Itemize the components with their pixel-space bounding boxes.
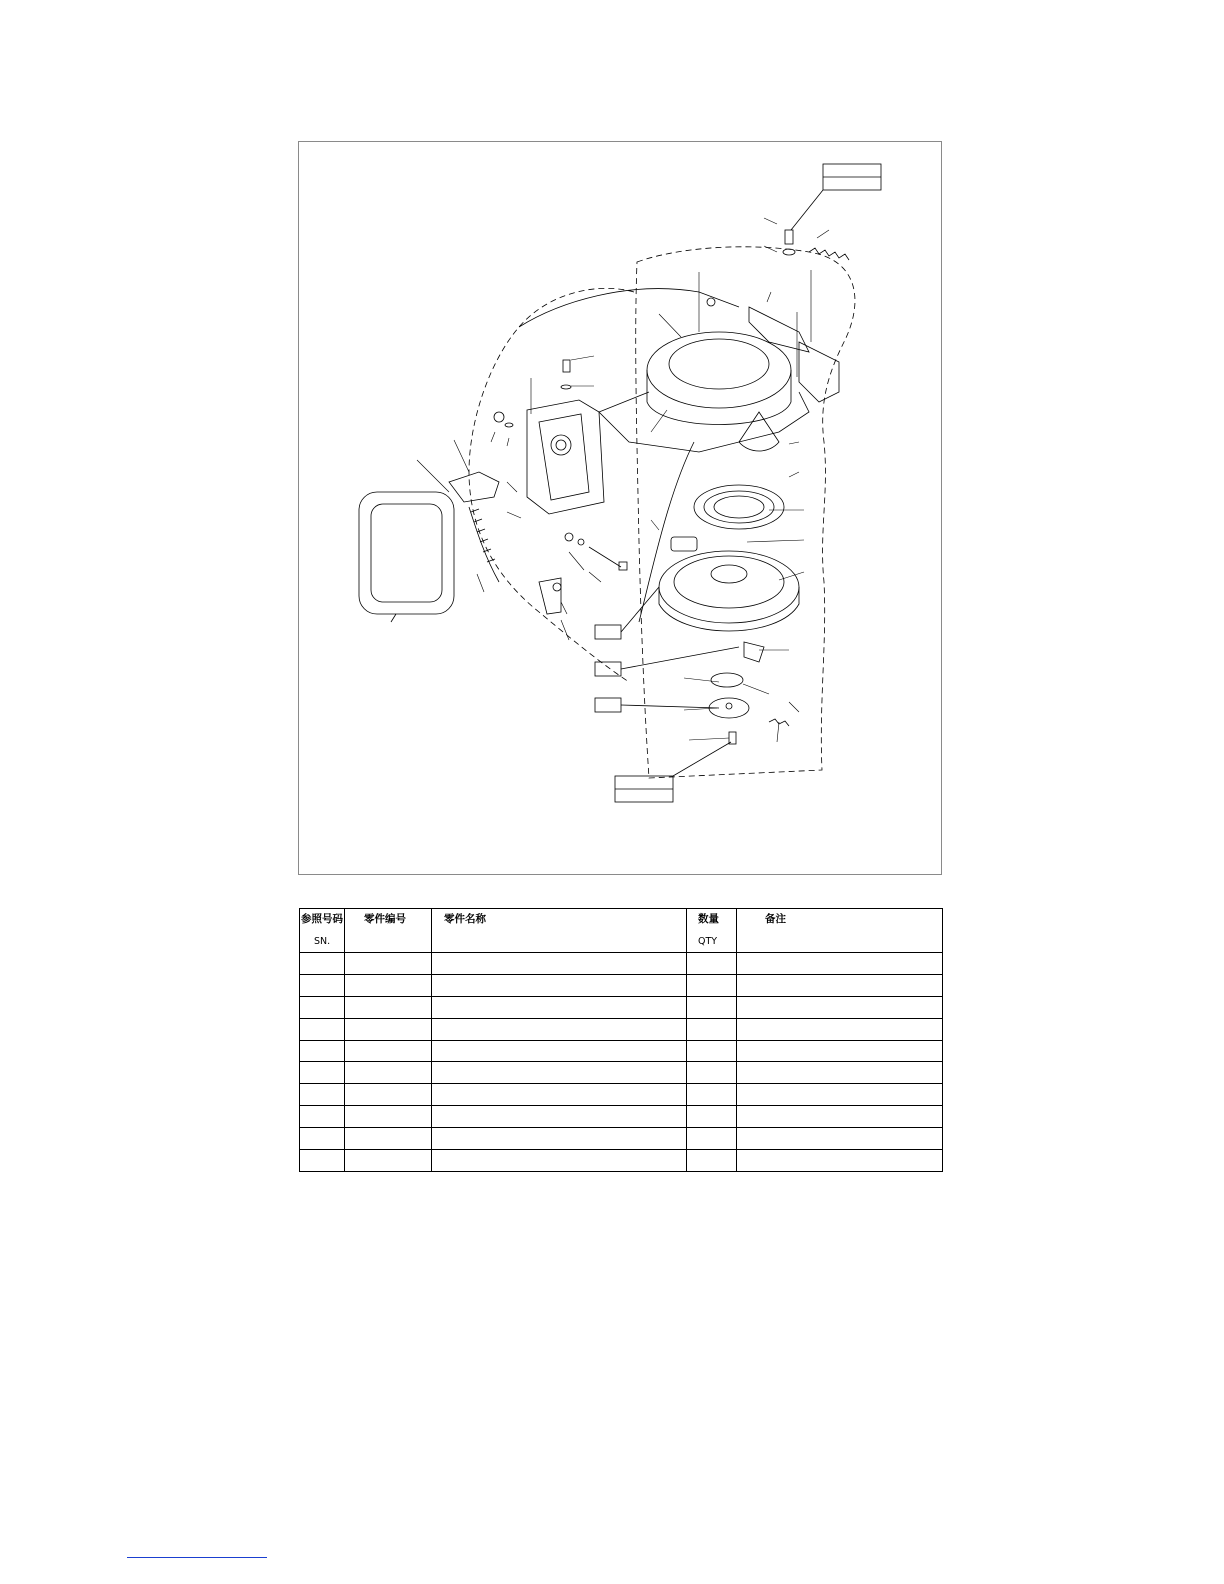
cell-sn [300, 1150, 345, 1172]
choke-fitting [449, 472, 499, 502]
cell-sn [300, 1062, 345, 1084]
cell-part-name [432, 996, 687, 1018]
cell-sn [300, 1018, 345, 1040]
header-part-no [345, 909, 432, 953]
cell-sn [300, 996, 345, 1018]
cell-sn [300, 1084, 345, 1106]
cell-remarks [737, 1018, 943, 1040]
starter-handle [671, 537, 697, 551]
cell-qty [687, 974, 737, 996]
long-bolt-head [619, 562, 627, 570]
air-filter-port [551, 435, 571, 455]
parts-table [299, 908, 943, 1172]
table-row [300, 1018, 943, 1040]
cell-part-no [345, 1150, 432, 1172]
cell-sn [300, 953, 345, 975]
cell-remarks [737, 1106, 943, 1128]
bolt-left [563, 360, 570, 372]
header-sn-cn: 参照号码 [301, 913, 343, 925]
cell-part-no [345, 1040, 432, 1062]
cell-part-no [345, 1084, 432, 1106]
diagram-drawing [299, 142, 943, 876]
cell-qty [687, 1128, 737, 1150]
cell-qty [687, 1084, 737, 1106]
header-part-name-cn: 零件名称 [444, 913, 486, 925]
washer-left-2 [561, 385, 571, 389]
header-remarks-cn: 备注 [765, 913, 786, 925]
table-row [300, 1084, 943, 1106]
cell-part-name [432, 1128, 687, 1150]
table-row [300, 1106, 943, 1128]
callout-leader-left-1 [621, 587, 659, 632]
group-boundary-right [636, 247, 855, 778]
header-sn [300, 909, 345, 953]
fuel-hose [469, 507, 499, 582]
air-filter-element-outer [359, 492, 454, 614]
nut-center [565, 533, 573, 541]
top-washer [783, 249, 795, 255]
nut-left [494, 412, 504, 422]
washer-center [578, 539, 584, 545]
cell-part-name [432, 953, 687, 975]
header-remarks [737, 909, 943, 953]
cell-qty [687, 953, 737, 975]
pulley-mid [674, 556, 784, 608]
header-qty-cn: 数量 [698, 913, 719, 925]
starter-housing-top [647, 332, 791, 408]
air-filter-port-inner [556, 440, 566, 450]
pawl [744, 642, 764, 662]
cell-part-no [345, 996, 432, 1018]
clamp-screw [553, 583, 561, 591]
header-part-no-cn: 零件编号 [364, 913, 406, 925]
callout-box-left-3 [595, 698, 621, 712]
callout-leader-left-3 [621, 705, 719, 708]
washer-left [505, 423, 513, 427]
starter-housing-base [599, 392, 809, 452]
cell-qty [687, 1040, 737, 1062]
cell-remarks [737, 996, 943, 1018]
header-part-name [432, 909, 687, 953]
long-bolt [589, 547, 621, 567]
cell-part-name [432, 1106, 687, 1128]
table-row [300, 953, 943, 975]
reference-leaders [417, 218, 829, 742]
fuel-hose-wrap [471, 509, 495, 562]
cell-part-no [345, 974, 432, 996]
cell-qty [687, 1018, 737, 1040]
cell-part-name [432, 1062, 687, 1084]
cell-part-name [432, 974, 687, 996]
cell-qty [687, 1106, 737, 1128]
table-row [300, 1150, 943, 1172]
header-sn-en: SN. [314, 936, 331, 947]
pulley-outer [659, 551, 799, 623]
table-row [300, 1128, 943, 1150]
air-filter-element-inner [371, 504, 442, 602]
table-row [300, 1040, 943, 1062]
recoil-spring-coil [694, 485, 784, 529]
cell-part-name [432, 1040, 687, 1062]
cell-remarks [737, 1150, 943, 1172]
cell-part-no [345, 1062, 432, 1084]
cell-remarks [737, 1084, 943, 1106]
cell-remarks [737, 1062, 943, 1084]
starter-rope [639, 442, 694, 622]
recoil-spring-coil-3 [714, 496, 764, 518]
cell-sn [300, 1106, 345, 1128]
cell-sn [300, 974, 345, 996]
throttle-cable [519, 289, 739, 327]
top-bolt [785, 230, 793, 244]
friction-plate [711, 673, 743, 687]
callout-leader-top [791, 190, 823, 230]
cell-remarks [737, 953, 943, 975]
cell-remarks [737, 1128, 943, 1150]
exploded-parts-diagram [298, 141, 942, 875]
table-row [300, 974, 943, 996]
cell-qty [687, 1062, 737, 1084]
callout-leader-left-2 [621, 647, 739, 669]
starter-housing-inner [669, 339, 769, 389]
table-row [300, 996, 943, 1018]
cell-part-name [432, 1084, 687, 1106]
cell-part-name [432, 1018, 687, 1040]
cell-part-no [345, 953, 432, 975]
cable-clip [707, 298, 715, 306]
ratchet-center [726, 703, 732, 709]
air-filter-housing-inner [539, 414, 589, 500]
callout-box-left-1 [595, 625, 621, 639]
header-qty-en: QTY [698, 936, 718, 947]
table-header-row [300, 909, 943, 953]
air-filter-element-leader [391, 614, 396, 622]
group-boundary-left [469, 288, 634, 682]
table-row [300, 1062, 943, 1084]
callout-leader-bottom [673, 742, 731, 776]
cell-remarks [737, 974, 943, 996]
header-qty [687, 909, 737, 953]
cell-part-no [345, 1128, 432, 1150]
cell-sn [300, 1128, 345, 1150]
cell-qty [687, 996, 737, 1018]
lever-plate [749, 307, 809, 352]
starter-cone [739, 412, 779, 451]
cell-qty [687, 1150, 737, 1172]
cell-remarks [737, 1040, 943, 1062]
cell-sn [300, 1040, 345, 1062]
pulley-hub [711, 565, 747, 583]
footer-rule [127, 1557, 267, 1558]
cell-part-name [432, 1150, 687, 1172]
cell-part-no [345, 1018, 432, 1040]
cell-part-no [345, 1106, 432, 1128]
